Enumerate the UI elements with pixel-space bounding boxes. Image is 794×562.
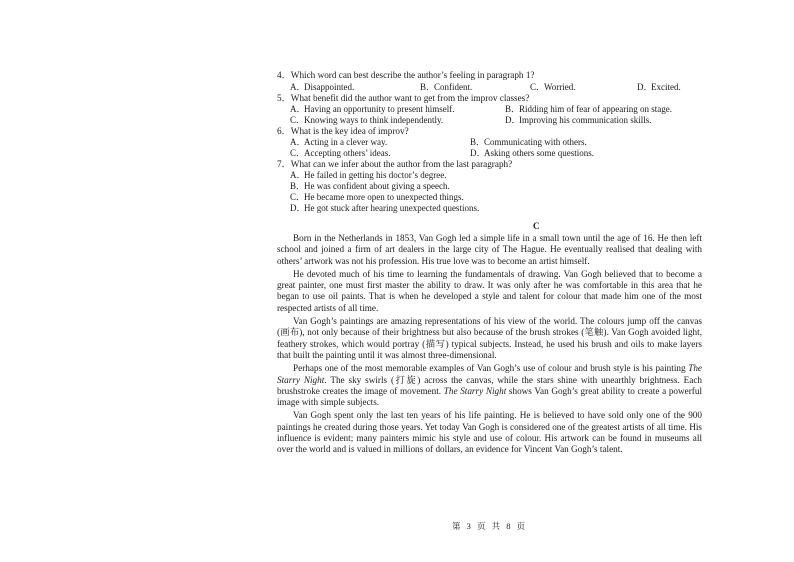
question-4-option-d: D．Excited.: [637, 82, 681, 92]
passage-paragraph-5: Van Gogh spent only the last ten years of his life painting. He is believed to have sold only one of the 900 paintings he created during those years. Yet today Van Gogh is considered one of the greatest artists of all time. His influence is evident; many painters mimic his style and use of colour. His artwork can be found in museums all over the world and is valued in millions of dollars, an evidence for Vincent Van Gogh’s talent.: [277, 410, 702, 455]
question-5-option-d: D．Improving his communication skills.: [505, 115, 652, 125]
question-4-stem: 4．Which word can best describe the author’s feeling in paragraph 1?: [277, 70, 535, 80]
question-5-option-a: A．Having an opportunity to present himself.: [290, 104, 455, 114]
passage-paragraph-4: Perhaps one of the most memorable examples of Van Gogh’s use of colour and brush style is his painting The Starry Night. The sky swirls (打旋) across the canvas, while the stars shine with unearthly brightness. Each brushstroke creates the image of movement. The Starry Night shows Van Gogh’s great ability to create a powerful image with simple subjects.: [277, 363, 702, 408]
question-4-option-b: B．Confident.: [420, 82, 473, 92]
question-6-option-b: B．Communicating with others.: [470, 137, 587, 147]
painting-title: The Starry Night: [277, 363, 702, 385]
passage-body: [277, 233, 702, 456]
passage-title: C: [533, 221, 540, 231]
question-7-option-b: B．He was confident about giving a speech.: [290, 181, 450, 191]
question-7-option-d: D．He got stuck after hearing unexpected questions.: [290, 203, 480, 213]
question-7-option-c: C．He became more open to unexpected things.: [290, 192, 464, 202]
question-4-option-c: C．Worried.: [530, 82, 576, 92]
question-7-stem: 7．What can we infer about the author from the last paragraph?: [277, 159, 513, 169]
painting-title-2: The Starry Night: [443, 385, 507, 396]
question-6-option-d: D．Asking others some questions.: [470, 148, 594, 158]
page-footer: 第 3 页 共 8 页: [452, 521, 528, 531]
question-5-option-b: B．Ridding him of fear of appearing on stage.: [505, 104, 672, 114]
question-6-stem: 6．What is the key idea of improv?: [277, 126, 409, 136]
question-6-option-c: C．Accepting others’ ideas.: [290, 148, 391, 158]
passage-paragraph-3: Van Gogh’s paintings are amazing representations of his view of the world. The colours jump off the canvas (画布), not only because of their brightness but also because of the brush strokes (笔触). Van Gogh avoided light, feathery strokes, which would portray (描写) typical subjects. Instead, he used his brush and oils to make layers that built the painting until it was almost three-dimensional.: [277, 316, 702, 360]
question-6-option-a: A．Acting in a clever way.: [290, 137, 388, 147]
question-4-option-a: A．Disappointed.: [290, 82, 355, 92]
question-7-option-a: A．He failed in getting his doctor’s degree.: [290, 170, 447, 180]
question-5-option-c: C．Knowing ways to think independently.: [290, 115, 444, 125]
question-5-stem: 5．What benefit did the author want to get from the improv classes?: [277, 93, 530, 103]
passage-paragraph-2: He devoted much of his time to learning the fundamentals of drawing. Van Gogh believed that to become a great painter, one must first master the ability to draw. It was only after he was comfortable in this area that he began to use oil paints. That is when he developed a style and talent for colour that made him one of the most respected artists of all time.: [277, 268, 702, 313]
passage-paragraph-1: Born in the Netherlands in 1853, Van Gogh led a simple life in a small town until the age of 16. He then left school and joined a firm of art dealers in the large city of The Hague. He eventually realised that dealing with others’ artwork was not his profession. His true love was to become an artist himself.: [277, 233, 702, 266]
